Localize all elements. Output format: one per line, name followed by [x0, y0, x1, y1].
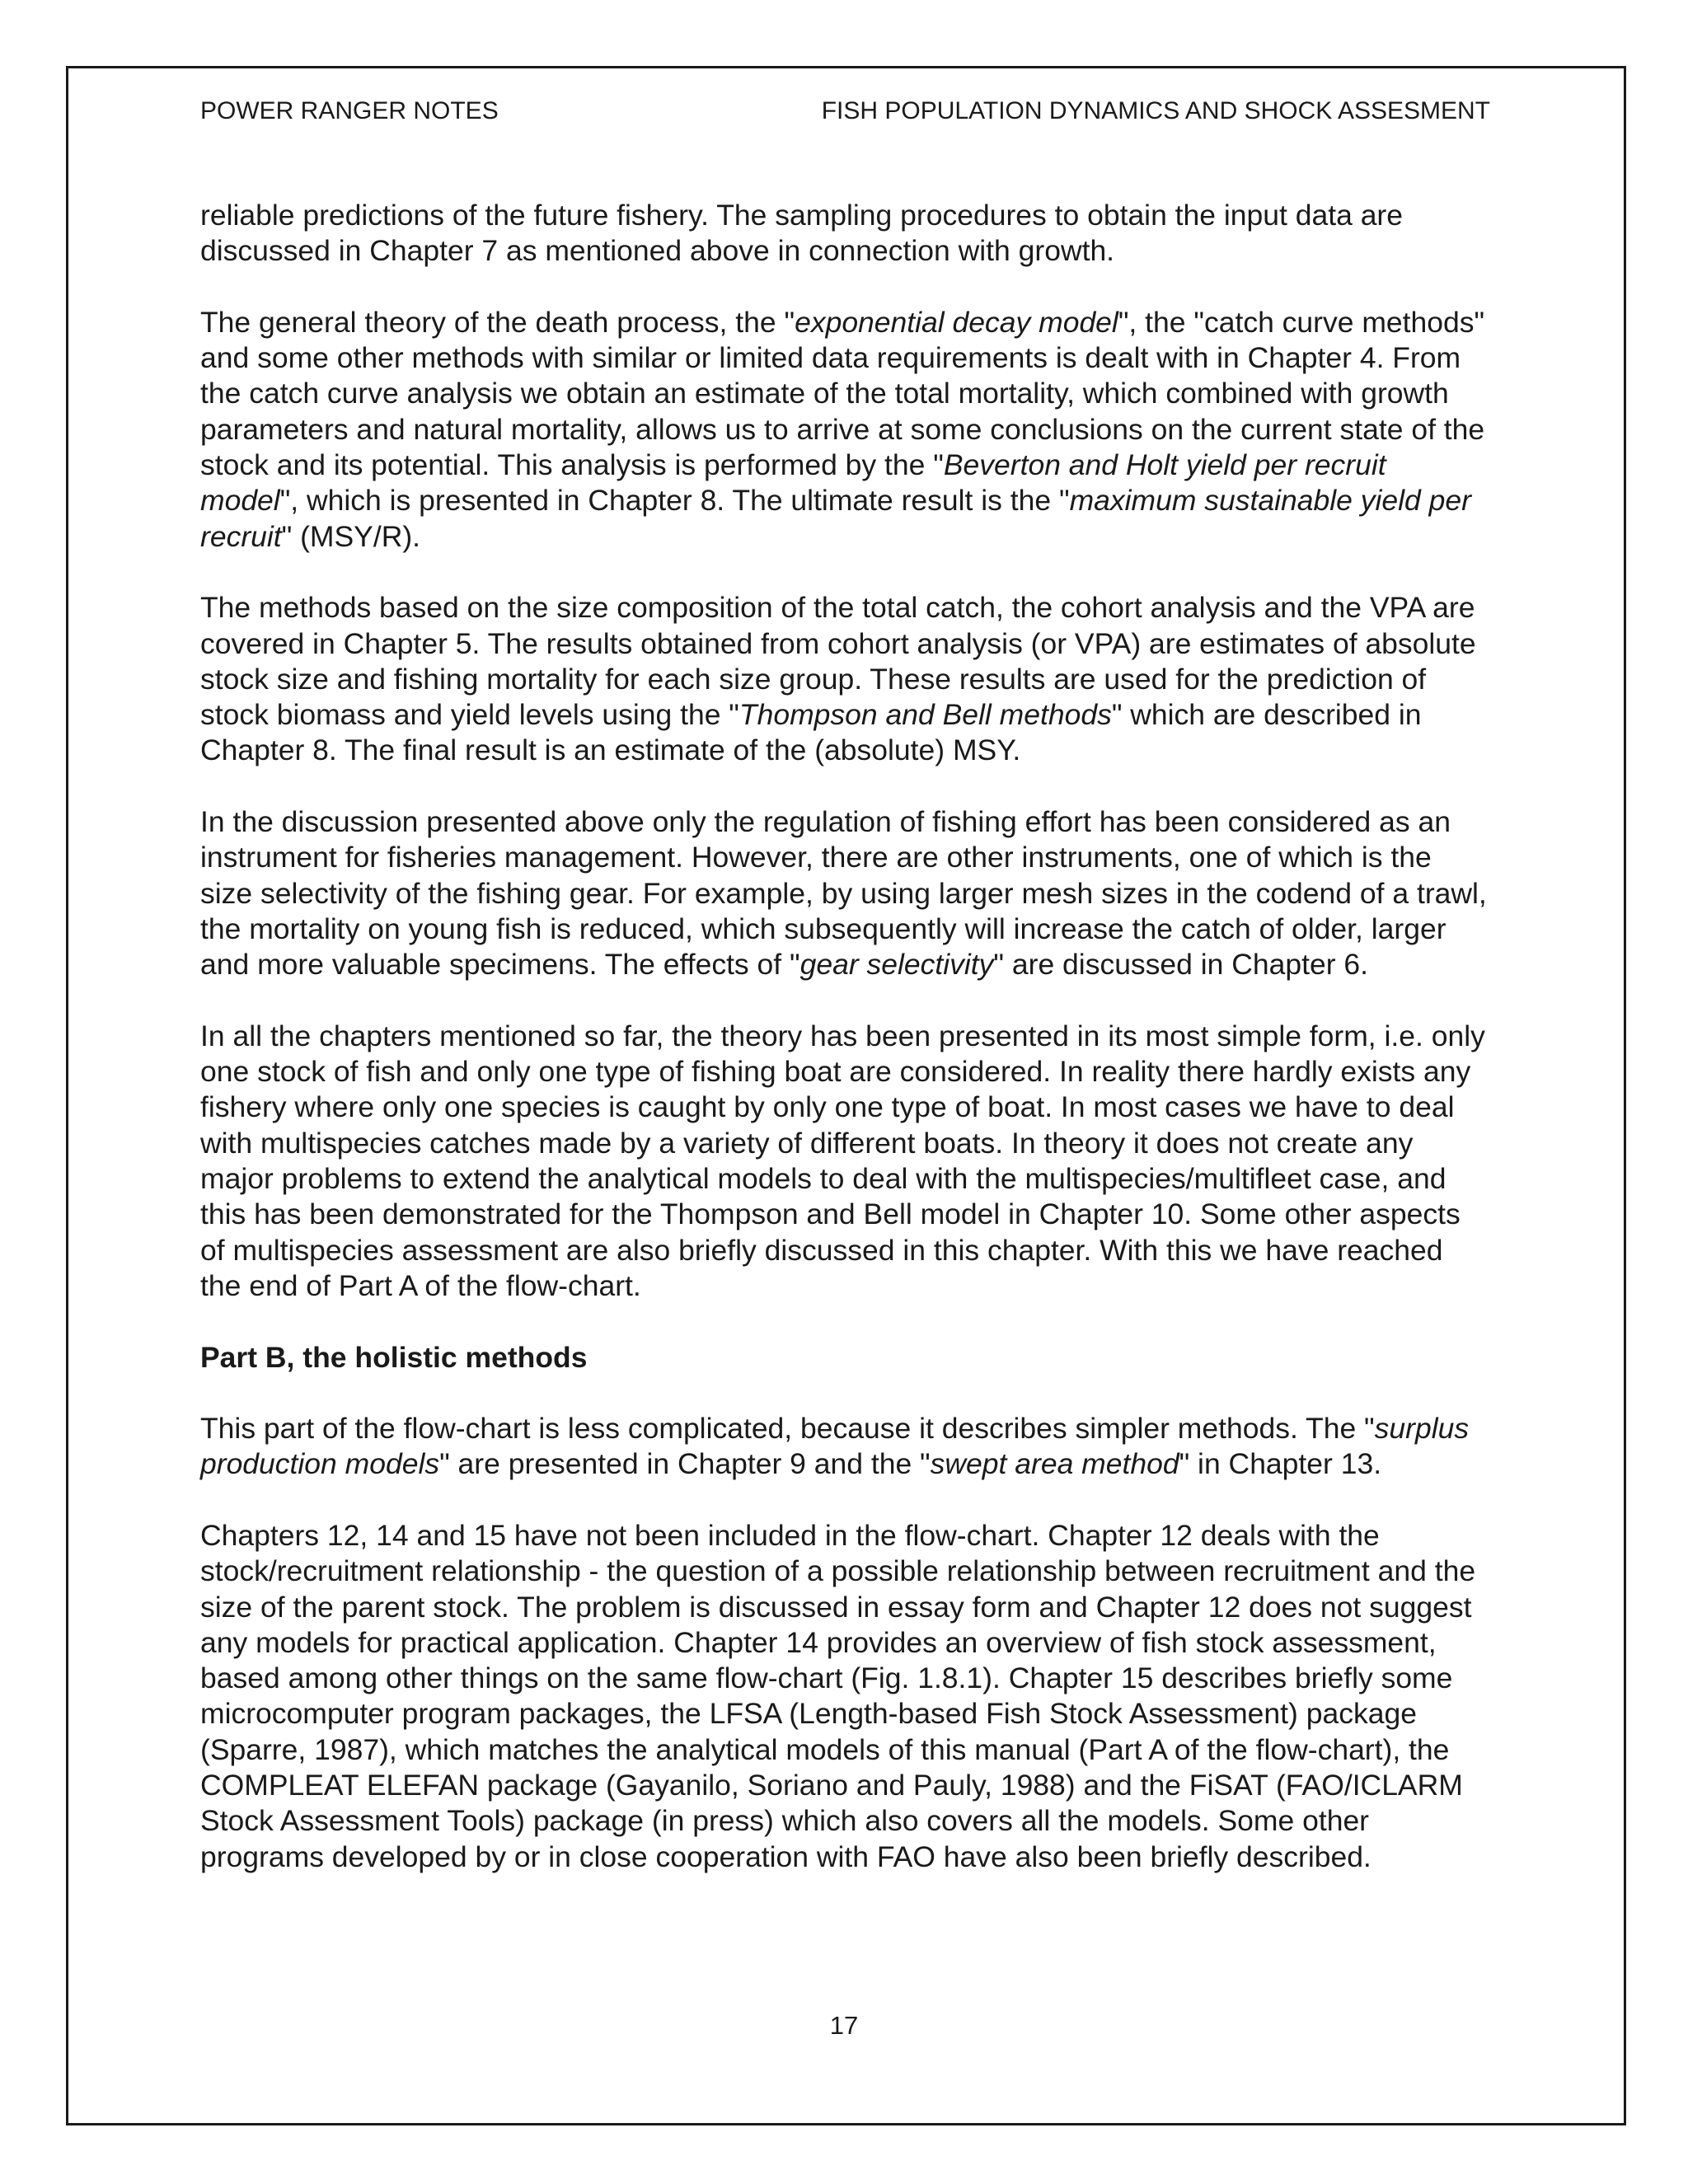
paragraph-5: In all the chapters mentioned so far, the theory has been presented in its most simple form, i.e. only one stock of fish and only one type of fishing boat are considered. In reality there hardly exists any fishery where only one species is caught by only one type of boat. In most cases we have to deal with multispecies catches made by a variety of different boats. In theory it does not create any major problems to extend the analytical models to deal with the multispecies/multifleet case, and this has been demonstrated for the Thompson and Bell model in Chapter 10. Some other aspects of multispecies assessment are also briefly discussed in this chapter. With this we have reached the end of Part A of the flow-chart.	[200, 1019, 1485, 1302]
paragraph-6	[200, 1411, 1490, 1483]
header-left-title: POWER RANGER NOTES	[200, 97, 499, 124]
italic-term: Thompson and Bell methods	[738, 698, 1112, 732]
text-run: In the discussion presented above only the regulation of fishing effort has been considered as an instrument for fisheries management. However, there are other instruments, one of which is the size selectivity of the fishing gear. For example, by using larger mesh sizes in the codend of a trawl, the mortality on young fish is reduced, which subsequently will increase the catch of older, larger and more valuable specimens. The effects of "	[200, 805, 1487, 982]
paragraph-1: reliable predictions of the future fishery. The sampling procedures to obtain the input data are discussed in Chapter 7 as mentioned above in connection with growth.	[200, 199, 1404, 268]
italic-term: swept area method	[930, 1447, 1179, 1481]
italic-term: surplus production models	[200, 1412, 1470, 1481]
italic-term: maximum sustainable yield per recruit	[200, 484, 1471, 553]
italic-term: Beverton and Holt yield per recruit model	[200, 448, 1386, 518]
text-run: " in Chapter 13.	[1179, 1447, 1382, 1481]
text-run: This part of the flow-chart is less complicated, because it describes simpler methods. The "	[200, 1412, 1375, 1446]
text-run: " are presented in Chapter 9 and the "	[439, 1447, 931, 1481]
section-heading-part-b: Part B, the holistic methods	[200, 1340, 588, 1374]
header-right-title: FISH POPULATION DYNAMICS AND SHOCK ASSESMENT	[821, 97, 1490, 124]
text-run: " (MSY/R).	[281, 519, 421, 553]
page-number: 17	[829, 2011, 859, 2040]
paragraph-2	[200, 305, 1490, 555]
text-run: " are discussed in Chapter 6.	[993, 948, 1369, 982]
page-header	[200, 97, 1490, 134]
paragraph-4	[200, 804, 1490, 982]
text-run: ", the "catch curve methods" and some other methods with similar or limited data requirements is dealt with in Chapter 4. From the catch curve analysis we obtain an estimate of the total mortality, which combined with growth parameters and natural mortality, allows us to arrive at some conclusions on the current state of the stock and its potential. This analysis is performed by the "	[200, 305, 1485, 482]
text-run: ", which is presented in Chapter 8. The ultimate result is the "	[279, 484, 1070, 518]
body-text	[200, 198, 1490, 1910]
text-run: The methods based on the size composition of the total catch, the cohort analysis and the VPA are covered in Chapter 5. The results obtained from cohort analysis (or VPA) are estimates of absolute stock size and fishing mortality for each size group. These results are used for the prediction of stock biomass and yield levels using the "	[200, 591, 1476, 732]
text-run: " which are described in Chapter 8. The final result is an estimate of the (absolute) MSY.	[200, 698, 1422, 767]
italic-term: gear selectivity	[799, 948, 994, 982]
text-run: The general theory of the death process, the "	[200, 305, 795, 339]
paragraph-3	[200, 590, 1490, 768]
paragraph-7: Chapters 12, 14 and 15 have not been included in the flow-chart. Chapter 12 deals with the stock/recruitment relationship - the question of a possible relationship between recruitment and the size of the parent stock. The problem is discussed in essay form and Chapter 12 does not suggest any models for practical application. Chapter 14 provides an overview of fish stock assessment, based among other things on the same flow-chart (Fig. 1.8.1). Chapter 15 describes briefly some microcomputer program packages, the LFSA (Length-based Fish Stock Assessment) package (Sparre, 1987), which matches the analytical models of this manual (Part A of the flow-chart), the COMPLEAT ELEFAN package (Gayanilo, Soriano and Pauly, 1988) and the FiSAT (FAO/ICLARM Stock Assessment Tools) package (in press) which also covers all the models. Some other programs developed by or in close cooperation with FAO have also been briefly described.	[200, 1518, 1476, 1873]
italic-term: exponential decay model	[795, 305, 1118, 339]
